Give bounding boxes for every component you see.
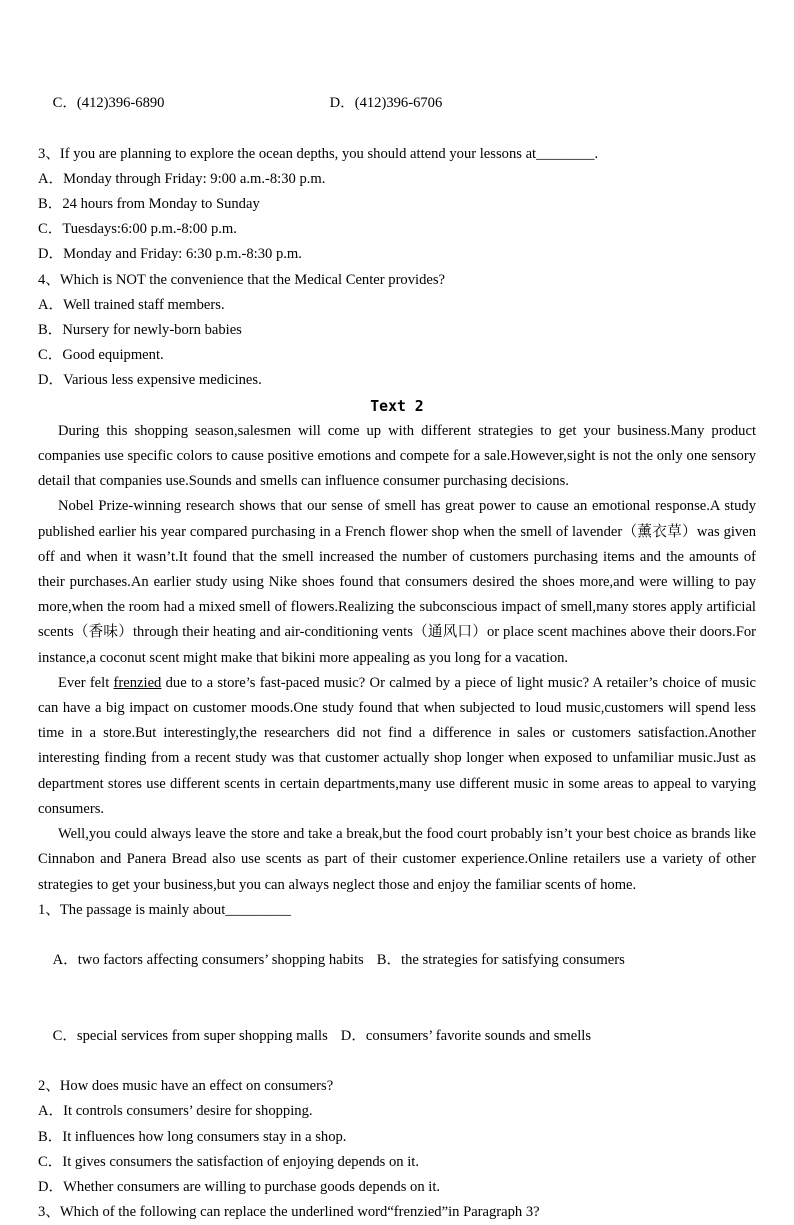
question-3-stem: 3、If you are planning to explore the ocean depths, you should attend your lessons at________. (38, 145, 599, 162)
paragraph-1-text: During this shopping season,salesmen will come up with different strategies to get your business.Many product companies use specific colors to cause positive emotions and compete for a sale.However,sight is not the only one sensory detail that companies use.Sounds and smells can influence consumer purchasing decisions. (38, 422, 756, 490)
question-3-option-a: A．Monday through Friday: 9:00 a.m.-8:30 p.m. (38, 170, 326, 187)
phone-option-c: C．(412)396-6890 (52, 95, 165, 112)
paragraph-4-text: Well,you could always leave the store and take a break,but the food court probably isn’t your best choice as brands like Cinnabon and Panera Bread also use scents as part of their customer experience.Online retailers use a variety of other strategies to get your business,but you can always neglect those and enjoy the familiar scents of home. (38, 826, 756, 893)
passage-paragraph-2 (38, 494, 756, 670)
question-4-option-d: D．Various less expensive medicines. (38, 372, 262, 389)
q1-option-c: C．special services from super shopping malls (52, 1027, 328, 1044)
passage-paragraph-3 (38, 671, 756, 822)
passage-paragraph-4 (38, 822, 756, 898)
q1-option-b: B．the strategies for satisfying consumers (376, 952, 625, 969)
question-4-option-c: C．Good equipment. (38, 347, 164, 364)
phone-option-row (38, 66, 756, 142)
passage-paragraph-1 (38, 419, 756, 495)
underlined-word-frenzied: frenzied (113, 674, 162, 691)
question-4-option-a: A．Well trained staff members. (38, 296, 225, 313)
comprehension-q1-stem: 1、The passage is mainly about_________ (38, 901, 291, 918)
q1-option-a: A．two factors affecting consumers’ shopping habits (52, 952, 364, 969)
comprehension-q3-stem: 3、Which of the following can replace the underlined word“frenzied”in Paragraph 3? (38, 1204, 540, 1221)
question-3-option-d: D．Monday and Friday: 6:30 p.m.-8:30 p.m. (38, 246, 302, 263)
comprehension-q2-stem: 2、How does music have an effect on consumers? (38, 1078, 334, 1095)
question-4-stem: 4、Which is NOT the convenience that the Medical Center provides? (38, 271, 446, 288)
paragraph-3-text-after: due to a store’s fast-paced music? Or calmed by a piece of light music? A retailer’s choice of music can have a big impact on customer moods.One study found that when subjected to loud music,customers will spend less time in a store.But interestingly,the researchers did not find a difference in sales or customers satisfaction.Another interesting finding from a recent study was that customer actually shop longer when exposed to unfamiliar music.Just as department stores use different scents in certain departments,many use different music in some areas to appeal to varying consumers. (38, 674, 757, 817)
comprehension-q1-options-cd (38, 999, 756, 1075)
q2-option-d: D．Whether consumers are willing to purchase goods depends on it. (38, 1178, 441, 1195)
paragraph-2-text: Nobel Prize-winning research shows that our sense of smell has great power to cause an emotional response.A study published earlier his year compared purchasing in a French flower shop when the smell of lavender（薰衣草）was given off and when it wasn’t.It found that the smell increased the number of customers purchasing items and the amounts of their purchases.An earlier study using Nike shoes found that consumers desired the shoes more,and were willing to pay more,when the room had a mixed smell of flowers.Realizing the subconscious impact of smell,many stores apply artificial scents（香味）through their heating and air-conditioning vents（通风口）or place scent machines above their doors.For instance,a coconut scent might make that bikini more appealing as you long for a vacation. (38, 498, 756, 666)
q1-option-d: D．consumers’ favorite sounds and smells (340, 1027, 592, 1044)
q2-option-b: B．It influences how long consumers stay in a shop. (38, 1128, 347, 1145)
question-3-option-b: B．24 hours from Monday to Sunday (38, 196, 260, 213)
paragraph-3-text-before: Ever felt (58, 674, 114, 691)
question-3-option-c: C．Tuesdays:6:00 p.m.-8:00 p.m. (38, 221, 237, 238)
comprehension-q1-options-ab (38, 923, 756, 999)
q2-option-a: A．It controls consumers’ desire for shopping. (38, 1103, 313, 1120)
question-4-option-b: B．Nursery for newly-born babies (38, 322, 242, 339)
phone-option-d: D．(412)396-6706 (329, 95, 443, 112)
q2-option-c: C．It gives consumers the satisfaction of enjoying depends on it. (38, 1153, 419, 1170)
text2-heading: Text 2 (370, 397, 424, 415)
